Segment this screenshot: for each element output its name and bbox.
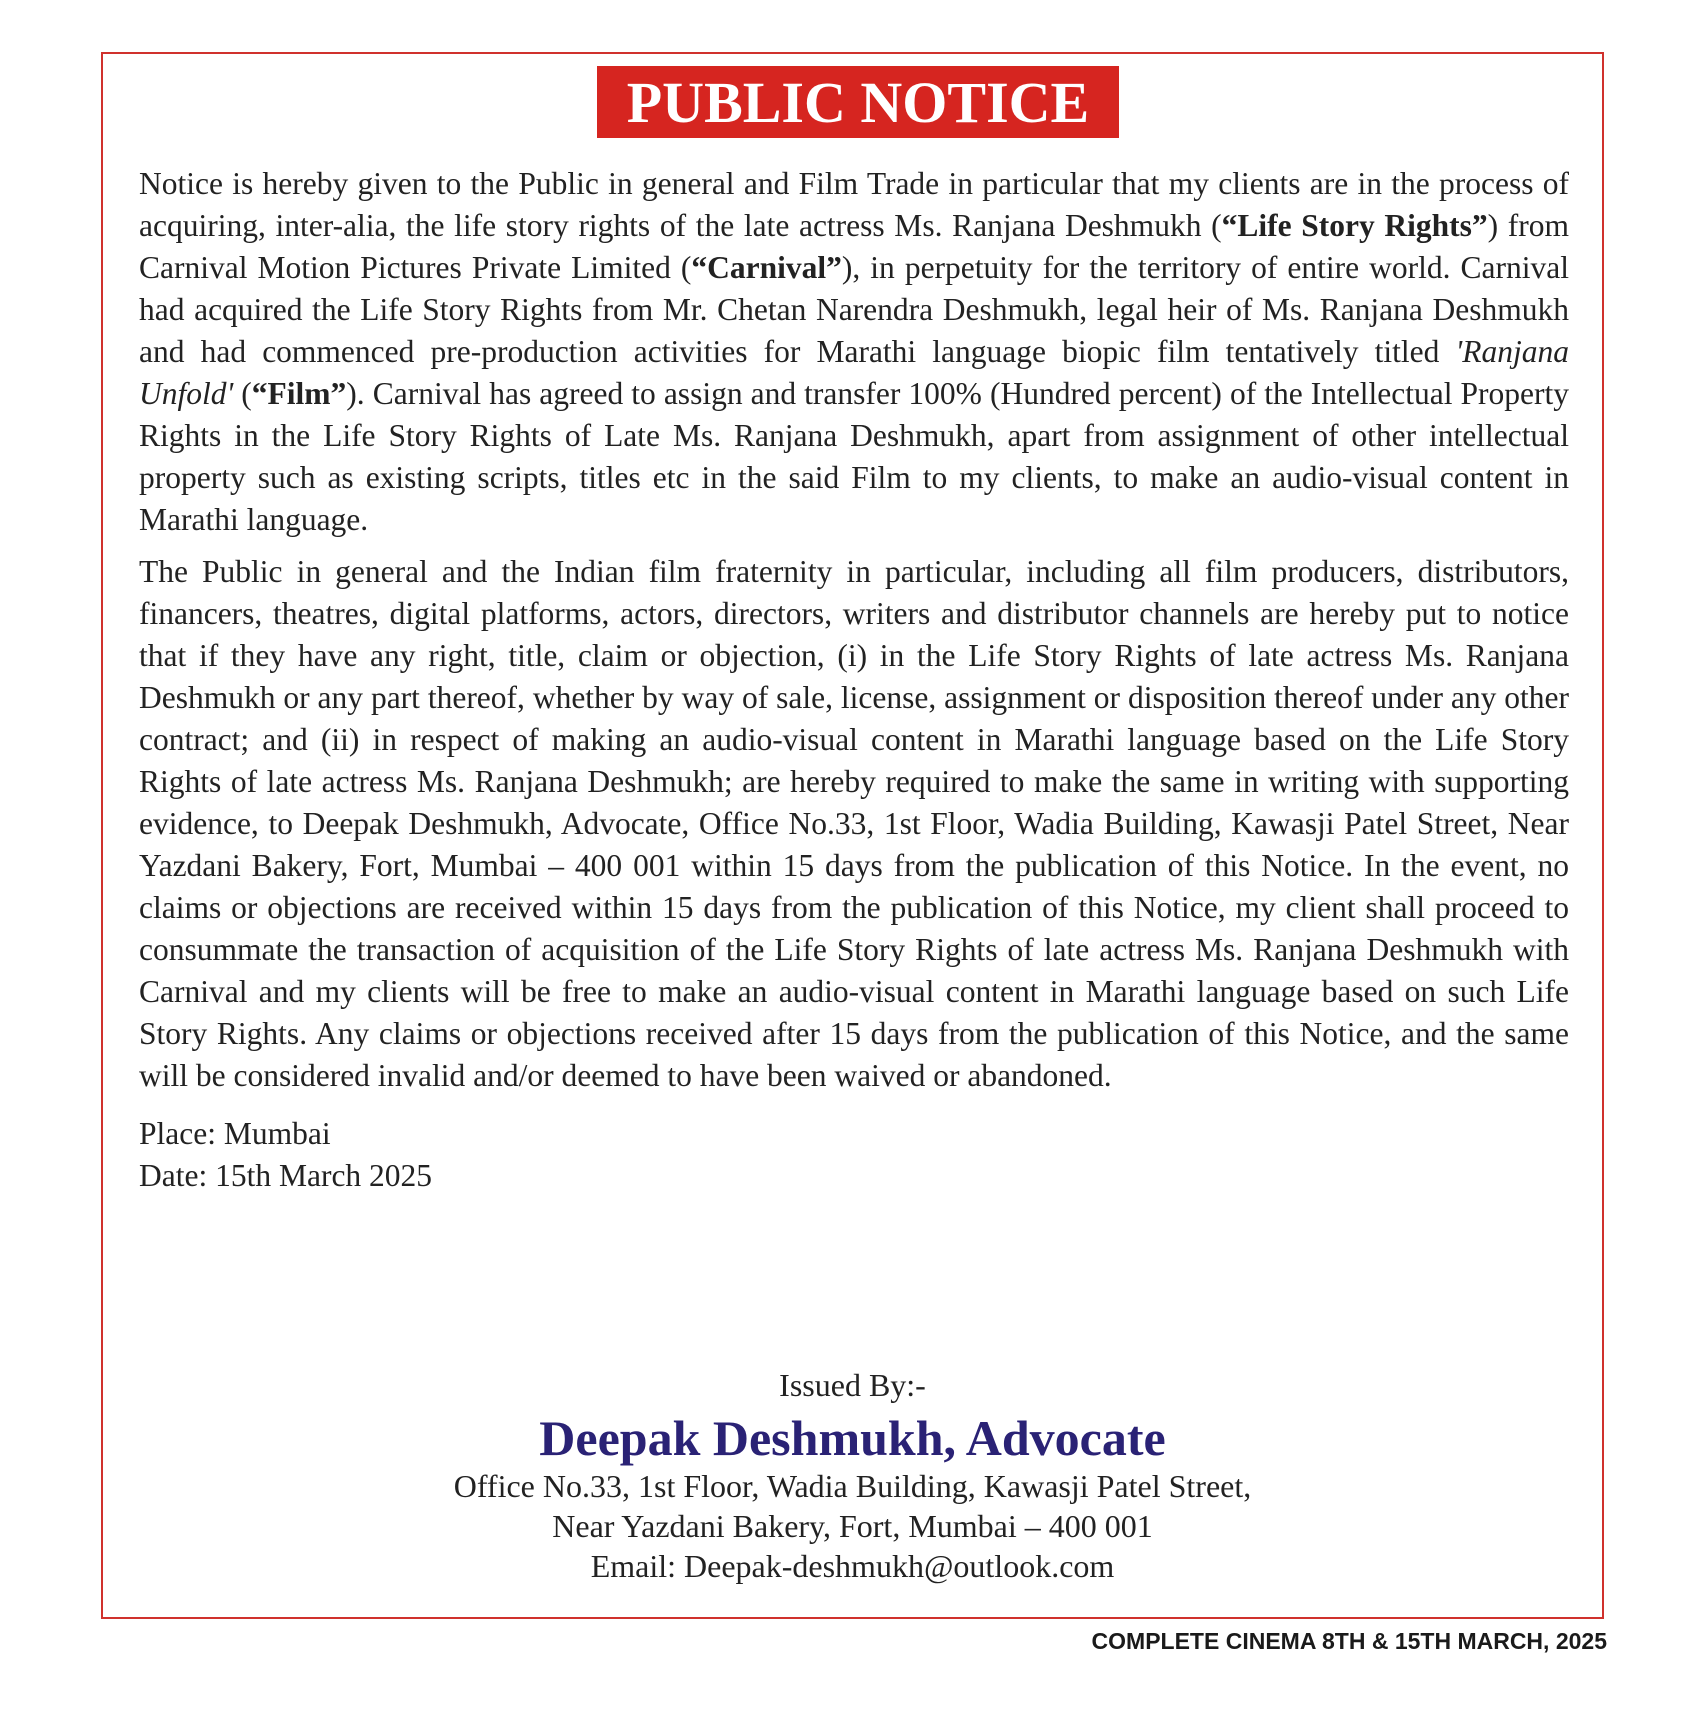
publication-footer: COMPLETE CINEMA 8TH & 15TH MARCH, 2025: [1091, 1628, 1607, 1654]
para1-text-1: Notice is hereby given to the Public in general and Film Trade in particular that my clients are in the process of acquiring, inter-alia, the life story rights of the late actress Ms. Ranjana Deshmukh (: [139, 166, 1569, 243]
email-line: Email: Deepak-deshmukh@outlook.com: [590, 1548, 1115, 1584]
advocate-name: Deepak Deshmukh, Advocate: [539, 1410, 1166, 1466]
issued-by-label: Issued By:-: [779, 1367, 926, 1403]
place-date-block: [139, 1113, 1569, 1197]
para1-text-5: ). Carnival has agreed to assign and transfer 100% (Hundred percent) of the Intellectual Property Rights in the Life Story Rights of Late Ms. Ranjana Deshmukh, apart from assignment of other intellectual property such as existing scripts, titles etc in the said Film to my clients, to make an audio-visual content in Marathi language.: [139, 376, 1569, 537]
place-line: Place: Mumbai: [139, 1116, 331, 1151]
film-term: “Film”: [251, 376, 347, 411]
date-line: Date: 15th March 2025: [139, 1158, 433, 1193]
life-story-rights-term: “Life Story Rights”: [1221, 208, 1488, 243]
address-line-1: Office No.33, 1st Floor, Wadia Building, Kawasji Patel Street,: [453, 1468, 1252, 1504]
notice-paragraph-2: The Public in general and the Indian film fraternity in particular, including all film producers, distributors, financers, theatres, digital platforms, actors, directors, writers and distributor channels are hereby put to notice that if they have any right, title, claim or objection, (i) in the Life Story Rights of late actress Ms. Ranjana Deshmukh or any part thereof, whether by way of sale, license, assignment or disposition thereof under any other contract; and (ii) in respect of making an audio-visual content in Marathi language based on the Life Story Rights of late actress Ms. Ranjana Deshmukh; are hereby required to make the same in writing with supporting evidence, to Deepak Deshmukh, Advocate, Office No.33, 1st Floor, Wadia Building, Kawasji Patel Street, Near Yazdani Bakery, Fort, Mumbai – 400 001 within 15 days from the publication of this Notice. In the event, no claims or objections are received within 15 days from the publication of this Notice, my client shall proceed to consummate the transaction of acquisition of the Life Story Rights of late actress Ms. Ranjana Deshmukh with Carnival and my clients will be free to make an audio-visual content in Marathi language based on such Life Story Rights. Any claims or objections received after 15 days from the publication of this Notice, and the same will be considered invalid and/or deemed to have been waived or abandoned.: [139, 554, 1569, 1093]
notice-body: [139, 163, 1569, 1197]
notice-title: PUBLIC NOTICE: [597, 66, 1119, 138]
address-line-2: Near Yazdani Bakery, Fort, Mumbai – 400 001: [552, 1508, 1153, 1544]
film-title: 'Ranjana Unfold': [139, 334, 1569, 411]
carnival-term: “Carnival”: [691, 250, 842, 285]
para1-text-3: ), in perpetuity for the territory of entire world. Carnival had acquired the Life Story Rights from Mr. Chetan Narendra Deshmukh, legal heir of Ms. Ranjana Deshmukh and had commenced pre-production activities for Marathi language biopic film tentatively titled: [139, 250, 1569, 369]
para1-text-2: ) from Carnival Motion Pictures Private Limited (: [139, 208, 1569, 285]
para1-text-4: (: [233, 376, 252, 411]
advocate-address: [101, 1466, 1604, 1586]
notice-paragraph-1: [139, 163, 1569, 541]
